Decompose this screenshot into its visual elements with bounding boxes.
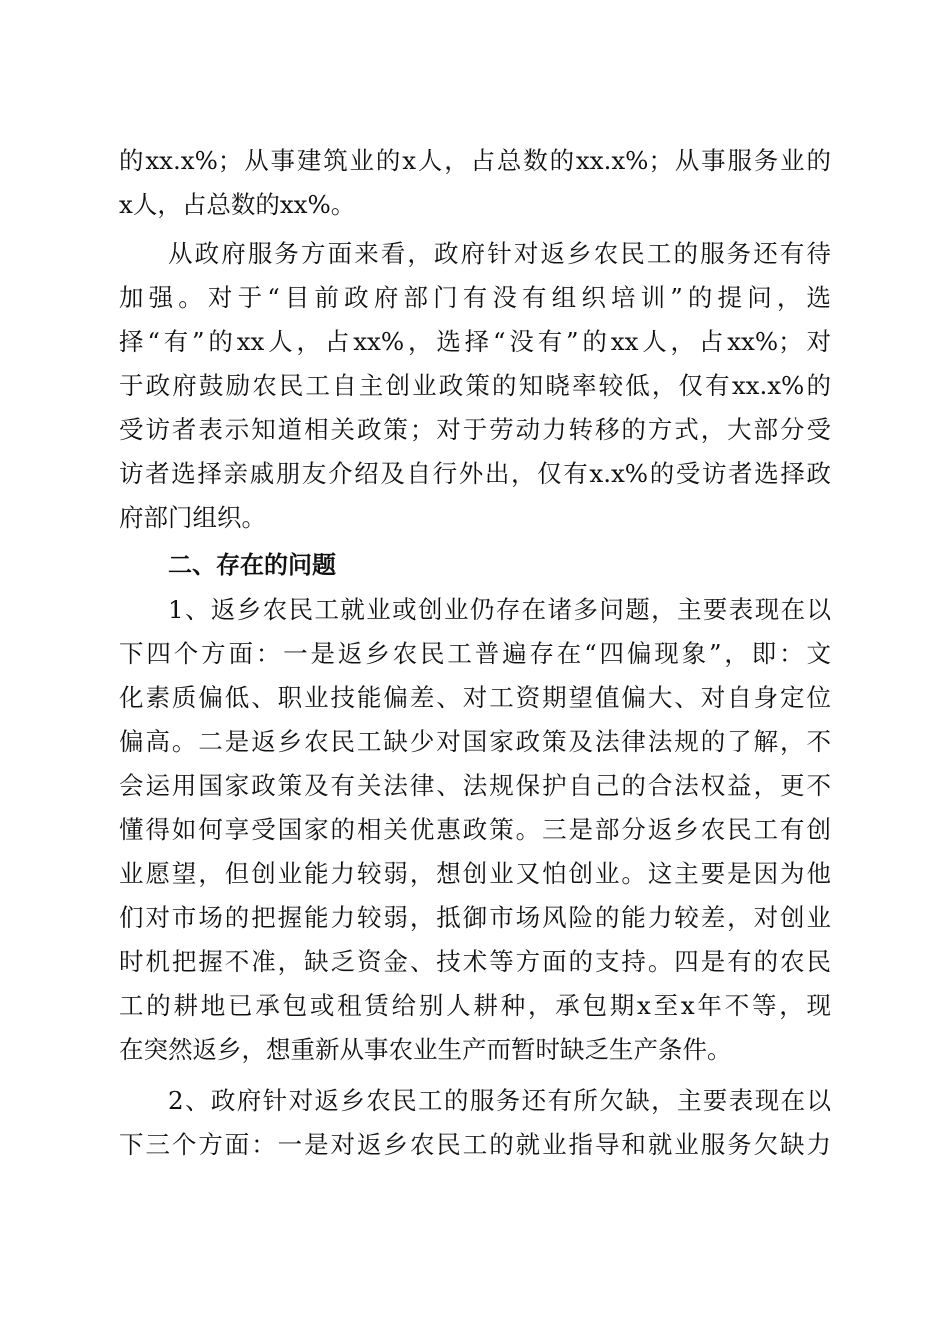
text-line: 择“有”的xx人，占xx%，选择“没有”的xx人，占xx%；对 [119,327,831,356]
text-line: 访者选择亲戚朋友介绍及自行外出，仅有x.x%的受访者选择政 [119,459,831,488]
text-line: 从政府服务方面来看，政府针对返乡农民工的服务还有待 [168,239,831,268]
paragraph-problem-2 [119,1079,831,1167]
text-line: 受访者表示知道相关政策；对于劳动力转移的方式，大部分受 [119,415,831,444]
text-line: 业愿望，但创业能力较弱，想创业又怕创业。这主要是因为他 [119,859,831,888]
text-line: 下四个方面：一是返乡农民工普遍存在“四偏现象”，即：文 [119,639,831,668]
paragraph-continuation [119,139,831,227]
text-line: 工的耕地已承包或租赁给别人耕种，承包期x至x年不等，现 [119,991,831,1020]
text-line: x人，占总数的xx%。 [119,190,356,219]
text-line: 下三个方面：一是对返乡农民工的就业指导和就业服务欠缺力 [119,1130,831,1159]
text-line: 加强。对于“目前政府部门有没有组织培训”的提问，选 [119,283,831,312]
text-line: 偏高。二是返乡农民工缺少对国家政策及法律法规的了解，不 [119,727,831,756]
text-line: 在突然返乡，想重新从事农业生产而暂时缺乏生产条件。 [119,1035,732,1064]
text-line: 会运用国家政策及有关法律、法规保护自己的合法权益，更不 [119,771,831,800]
section-heading [119,543,831,587]
text-line: 2、政府针对返乡农民工的服务还有所欠缺，主要表现在以 [168,1086,831,1115]
text-line: 1、返乡农民工就业或创业仍存在诸多问题，主要表现在以 [168,595,831,624]
text-line: 于政府鼓励农民工自主创业政策的知晓率较低，仅有xx.x%的 [119,371,831,400]
text-line: 府部门组织。 [119,503,266,532]
text-line: 化素质偏低、职业技能偏差、对工资期望值偏大、对自身定位 [119,683,831,712]
text-line: 们对市场的把握能力较弱，抵御市场风险的能力较差，对创业 [119,903,831,932]
text-line: 懂得如何享受国家的相关优惠政策。三是部分返乡农民工有创 [119,815,831,844]
section-heading-text: 二、存在的问题 [168,551,336,579]
paragraph-problem-1 [119,588,831,1072]
text-line: 时机把握不准，缺乏资金、技术等方面的支持。四是有的农民 [119,947,831,976]
paragraph-government-service [119,232,831,540]
text-line: 的xx.x%；从事建筑业的x人，占总数的xx.x%；从事服务业的 [119,146,831,175]
